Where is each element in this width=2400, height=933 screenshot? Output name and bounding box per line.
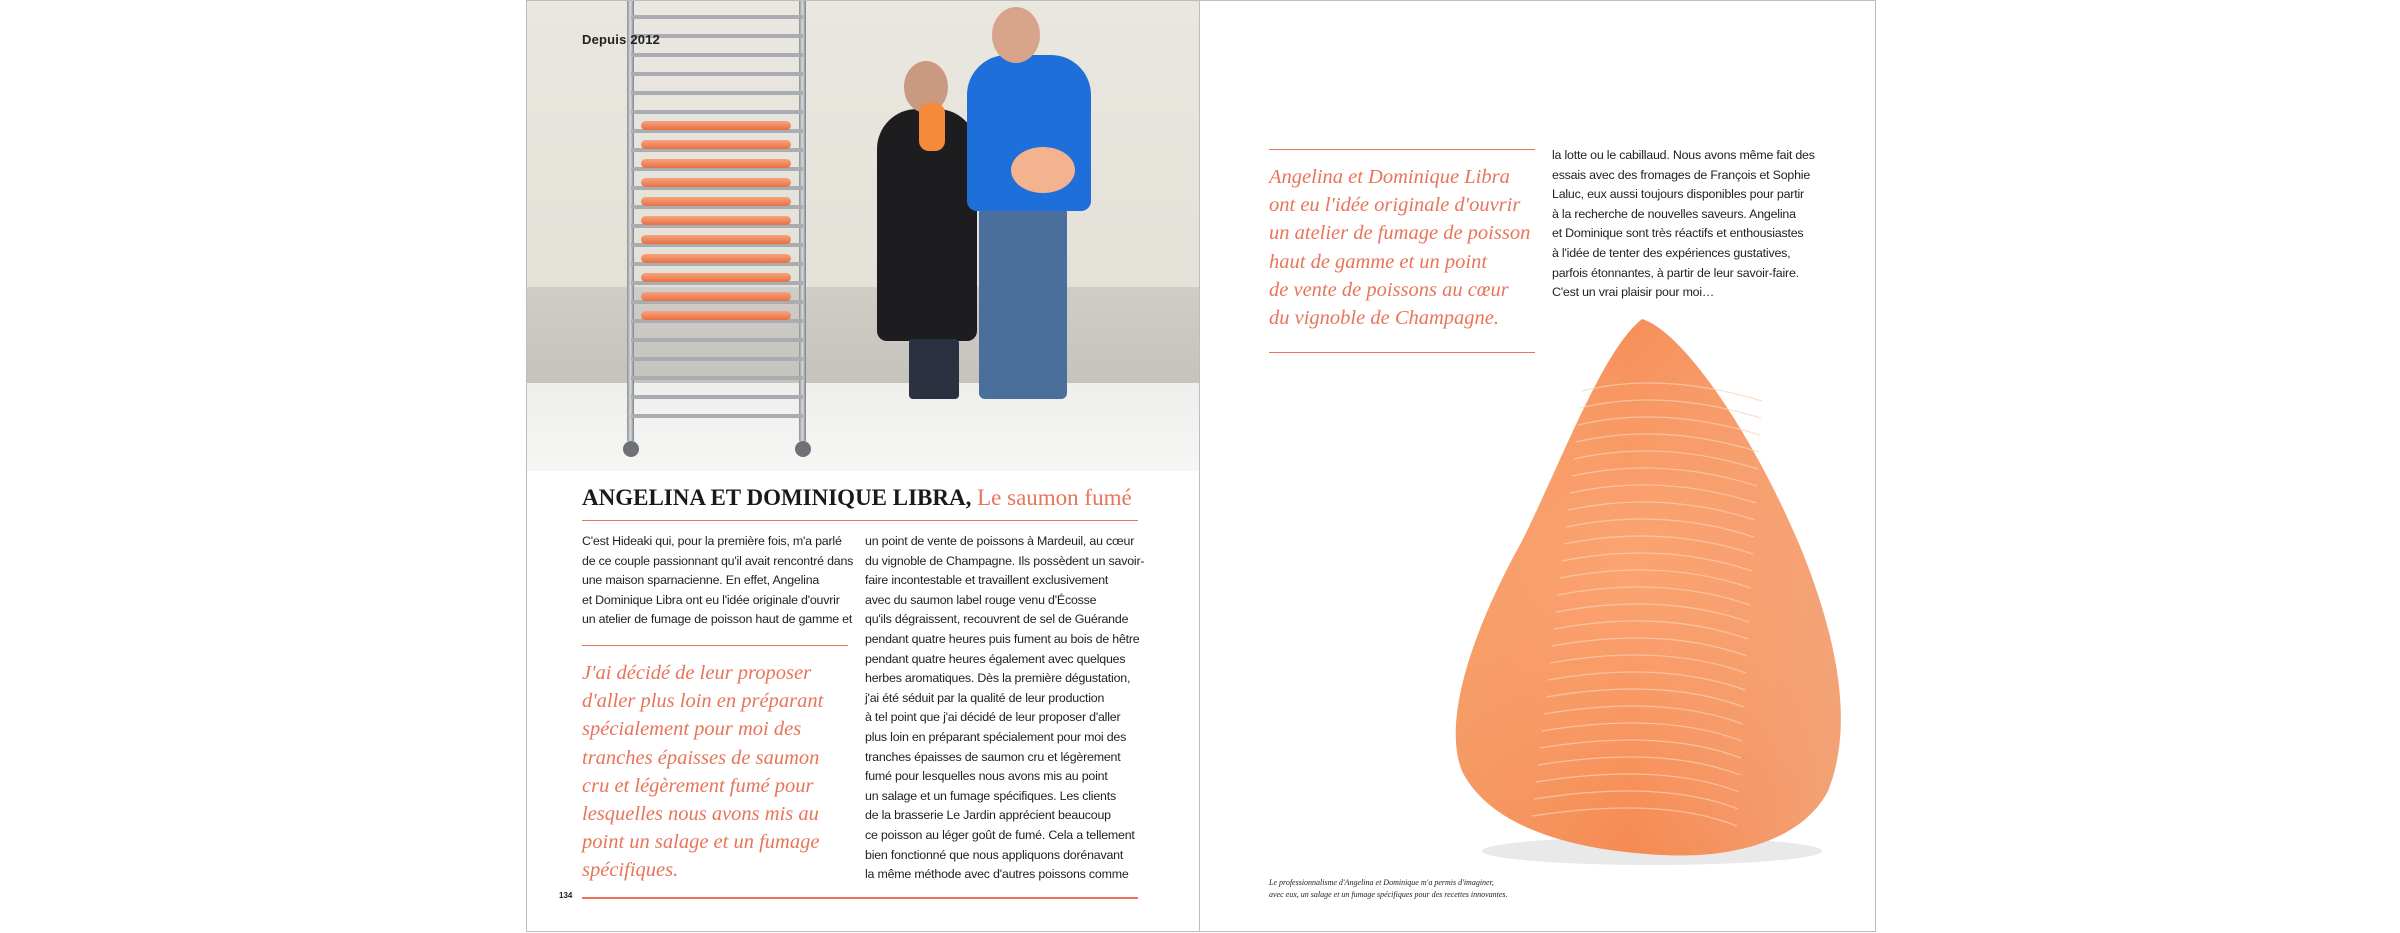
body-line: ce poisson au léger goût de fumé. Cela a tellement: [865, 827, 1135, 842]
rack-post: [799, 1, 806, 441]
pull-quote-right: [1269, 163, 1530, 332]
rack-shelf: [631, 72, 803, 76]
body-line: la lotte ou le cabillaud. Nous avons même fait des: [1552, 148, 1815, 162]
body-line: tranches épaisses de saumon cru et légèrement: [865, 749, 1121, 764]
body-line: parfois étonnantes, à partir de leur savoir-faire.: [1552, 265, 1799, 280]
smoking-rack: [627, 1, 807, 461]
rack-fish-fillet: [641, 140, 791, 149]
body-line: à tel point que j'ai décidé de leur proposer d'aller: [865, 710, 1121, 725]
quote-line: haut de gamme et un point: [1269, 250, 1488, 273]
rack-shelf: [631, 376, 803, 380]
rack-shelf: [631, 357, 803, 361]
body-line: du vignoble de Champagne. Ils possèdent un savoir-: [865, 553, 1145, 568]
portrait-photo: [527, 1, 1200, 471]
quote-line: lesquelles nous avons mis au: [582, 803, 819, 826]
quote-line: spécifiques.: [582, 859, 679, 882]
rack-fish-fillet: [641, 292, 791, 301]
rack-fish-fillet: [641, 197, 791, 206]
rack-post: [627, 1, 634, 441]
woman-scarf: [919, 103, 945, 151]
salmon-plate: [1011, 147, 1075, 193]
body-line: qu'ils dégraissent, recouvrent de sel de Guérande: [865, 612, 1129, 627]
photo-caption: Depuis 2012: [582, 32, 661, 47]
body-line: et Dominique sont très réactifs et enthousiastes: [1552, 226, 1804, 241]
salmon-fillet-image: [1432, 311, 1862, 871]
rack-fish-fillet: [641, 159, 791, 168]
body-line: Laluc, eux aussi toujours disponibles pour partir: [1552, 187, 1804, 202]
body-line: un atelier de fumage de poisson haut de gamme et: [582, 612, 853, 627]
body-line: essais avec des fromages de François et Sophie: [1552, 167, 1811, 182]
quote-line: un atelier de fumage de poisson: [1269, 222, 1531, 245]
rack-fish-fillet: [641, 235, 791, 244]
rack-fish-fillet: [641, 254, 791, 263]
body-line: et Dominique Libra ont eu l'idée originale d'ouvrir: [582, 592, 840, 607]
rack-shelf: [631, 91, 803, 95]
quote-line: Angelina et Dominique Libra: [1269, 166, 1510, 188]
book-spread: [526, 0, 1876, 933]
left-page: [526, 0, 1200, 932]
quote-rule-top-right: [1269, 149, 1535, 150]
body-column-1: [582, 532, 853, 630]
quote-rule-top: [582, 645, 848, 646]
rack-fish-fillet: [641, 216, 791, 225]
page-number: 134: [559, 891, 573, 900]
quote-line: ont eu l'idée originale d'ouvrir: [1269, 194, 1521, 217]
caption-line: avec eux, un salage et un fumage spécifiques pour des recettes innovantes.: [1269, 890, 1508, 899]
quote-line: d'aller plus loin en préparant: [582, 690, 824, 713]
rack-fish-fillet: [641, 311, 791, 320]
quote-line: J'ai décidé de leur proposer: [582, 662, 812, 684]
body-line: herbes aromatiques. Dès la première dégustation,: [865, 671, 1131, 686]
rack-shelf: [631, 110, 803, 114]
right-page: [1200, 0, 1876, 932]
body-line: de la brasserie Le Jardin apprécient beaucoup: [865, 808, 1111, 823]
rack-fish-fillet: [641, 273, 791, 282]
title-accent: Le saumon fumé: [977, 485, 1132, 510]
bottom-rule: [582, 897, 1138, 899]
image-caption: [1269, 877, 1508, 901]
man-legs: [979, 207, 1067, 399]
body-line: à la recherche de nouvelles saveurs. Angelina: [1552, 206, 1796, 221]
article-title: [582, 485, 1132, 511]
title-rule: [582, 520, 1138, 521]
body-line: fumé pour lesquelles nous avons mis au point: [865, 769, 1108, 784]
body-line: la même méthode avec d'autres poissons comme: [865, 867, 1129, 882]
rack-shelf: [631, 414, 803, 418]
body-line: C'est Hideaki qui, pour la première fois, m'a parlé: [582, 534, 842, 548]
body-line: à l'idée de tenter des expériences gustatives,: [1552, 245, 1791, 260]
body-line: pendant quatre heures puis fument au bois de hêtre: [865, 631, 1140, 646]
body-line: j'ai été séduit par la qualité de leur production: [865, 690, 1105, 705]
quote-line: du vignoble de Champagne.: [1269, 307, 1500, 330]
body-column-right: [1552, 146, 1815, 303]
body-line: faire incontestable et travaillent exclusivement: [865, 573, 1109, 588]
body-line: un salage et un fumage spécifiques. Les clients: [865, 788, 1116, 803]
body-line: avec du saumon label rouge venu d'Écosse: [865, 592, 1097, 607]
rack-shelf: [631, 15, 803, 19]
title-main: ANGELINA ET DOMINIQUE LIBRA,: [582, 485, 972, 510]
rack-wheel: [623, 441, 639, 457]
rack-shelf: [631, 338, 803, 342]
man-head: [992, 7, 1040, 63]
body-column-2: [865, 532, 1144, 885]
body-line: un point de vente de poissons à Mardeuil, au cœur: [865, 534, 1135, 548]
pull-quote-left: [582, 659, 823, 885]
rack-fish-fillet: [641, 121, 791, 130]
quote-line: point un salage et un fumage: [582, 831, 820, 854]
quote-line: de vente de poissons au cœur: [1269, 278, 1509, 301]
body-line: C'est un vrai plaisir pour moi…: [1552, 285, 1715, 300]
body-line: bien fonctionné que nous appliquons dorénavant: [865, 847, 1124, 862]
rack-shelf: [631, 53, 803, 57]
caption-line: Le professionnalisme d'Angelina et Dominique m'a permis d'imaginer,: [1269, 878, 1494, 887]
body-line: plus loin en préparant spécialement pour moi des: [865, 729, 1127, 744]
body-line: pendant quatre heures également avec quelques: [865, 651, 1126, 666]
body-line: une maison sparnacienne. En effet, Angelina: [582, 573, 820, 588]
body-line: de ce couple passionnant qu'il avait rencontré dans: [582, 553, 854, 568]
woman-legs: [909, 339, 959, 399]
rack-wheel: [795, 441, 811, 457]
quote-line: tranches épaisses de saumon: [582, 746, 820, 769]
quote-line: spécialement pour moi des: [582, 718, 802, 741]
rack-fish-fillet: [641, 178, 791, 187]
quote-line: cru et légèrement fumé pour: [582, 774, 814, 797]
rack-shelf: [631, 395, 803, 399]
